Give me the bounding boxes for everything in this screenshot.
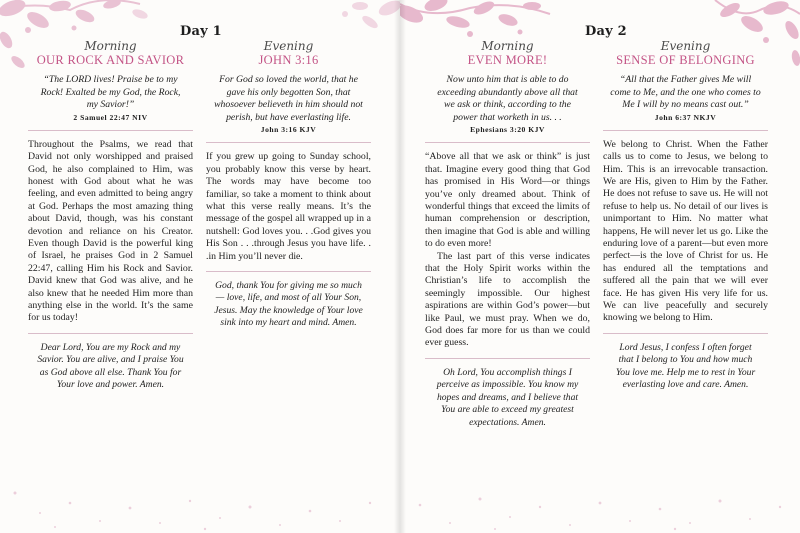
divider: [425, 358, 590, 359]
scripture-reference: 2 Samuel 22:47 NIV: [73, 112, 148, 122]
morning-label: Morning: [481, 39, 534, 53]
devotion-title: JOHN 3:16: [258, 53, 319, 67]
prayer: God, thank You for giving me so much— love, life, and most of all Your Son, Jesus. May the knowledge of Your love sink into my heart and mind. Amen.: [214, 280, 363, 329]
evening-label: Evening: [660, 39, 711, 53]
divider: [28, 130, 193, 131]
divider: [603, 333, 768, 334]
divider: [206, 271, 371, 272]
evening-column: [603, 40, 768, 392]
divider: [206, 142, 371, 143]
book-gutter: [394, 0, 406, 533]
day-heading: Day 2: [585, 24, 627, 39]
devotion-title: SENSE OF BELONGING: [616, 53, 755, 67]
scripture-verse: “All that the Father gives Me will come to Me, and the one who comes to Me I will by no means cast out.”: [610, 74, 761, 111]
scripture-reference: John 3:16 KJV: [260, 125, 317, 135]
evening-label: Evening: [263, 39, 314, 53]
right-page: [400, 0, 800, 533]
body-paragraph: We belong to Christ. When the Father calls us to come to Jesus, we belong to Him. This is an irrevocable transaction. We are His, given to Him by the Father. He does not refuse to save us. He will not refuse to help us. No detail of our lives is unimportant to Him. No matter what happens, He will never let us go. Like the enduring love of a parent—but even more perfect—is the love of Christ for us. He has endured all the temptations and suffered all the pain that we will ever face. He has given His very life for us. We can live peacefully and securely knowing we belong to Him.: [603, 138, 768, 324]
scripture-reference: Ephesians 3:20 KJV: [470, 125, 545, 135]
divider: [603, 130, 768, 131]
devotion-title: OUR ROCK AND SAVIOR: [36, 53, 185, 67]
divider: [28, 333, 193, 334]
devotion-body: [603, 139, 768, 325]
devotion-body: [206, 151, 371, 263]
morning-label: Morning: [84, 39, 137, 53]
devotion-body: [28, 139, 193, 325]
body-paragraph: Throughout the Psalms, we read that David not only worshipped and praised God, he also complained to Him, was honest with God about what he was feeling, and even admitted to being angry at God. Perhaps the most amazing thing about David, though, was his constant devotion and reliance on his Creator. Even though David is the powerful king of Israel, he praises God in 2 Samuel 22:47, calling Him his Rock and Savior. David knew that God was alive, and he also knew that he needed Him more than anything else in the world. It’s the same for us today!: [28, 138, 193, 324]
scripture-verse: Now unto him that is able to do exceeding abundantly above all that we ask or think, according to the power that worketh in us. . .: [437, 74, 578, 123]
morning-column: [28, 40, 193, 392]
prayer: Lord Jesus, I confess I often forget that I belong to You and how much You love me. Help me to rest in Your everlasting love and care. Amen.: [615, 341, 756, 391]
body-paragraph: The last part of this verse indicates that the Holy Spirit works within the Christian’s life to accomplish the seemingly impossible. Our highest aspirations are within God’s power—but like Paul, we must pray. When we do, God does far more for us than we could ever guess.: [425, 250, 590, 349]
prayer: Oh Lord, You accomplish things I perceive as impossible. You know my hopes and dreams, and I believe that You are able to exceed my greatest expectations. Amen.: [436, 366, 579, 428]
morning-column: [425, 40, 590, 429]
body-paragraph: “Above all that we ask or think” is just that. Imagine every good thing that God has promised in His Word—or things you’ve only dreamed about. Think of wonderful things that exceed the limits of human comprehension or description, then imagine that God is able and willing to do even more!: [425, 151, 590, 250]
scripture-reference: John 6:37 NKJV: [654, 112, 717, 122]
devotion-body: [425, 151, 590, 350]
scripture-verse: “The LORD lives! Praise be to my Rock! Exalted be my God, the Rock, my Savior!”: [40, 74, 181, 111]
speckle-decoration: [400, 463, 800, 533]
body-paragraph: If you grew up going to Sunday school, you probably know this verse by heart. The words may have become too familiar, so take a moment to think about what this verse really means. It’s the message of the gospel all wrapped up in a nutshell: God loves you. . .God gives you His Son . . .through Jesus you have life. . .in Him you’ll never die.: [206, 151, 371, 262]
evening-column: [206, 40, 371, 330]
day-heading: Day 1: [180, 24, 222, 39]
devotion-title: EVEN MORE!: [467, 53, 548, 67]
divider: [425, 142, 590, 143]
speckle-decoration: [0, 463, 400, 533]
prayer: Dear Lord, You are my Rock and my Savior. You are alive, and I praise You as God above all else. Thank You for Your love and power. Amen.: [37, 341, 184, 391]
scripture-verse: For God so loved the world, that he gave his only begotten Son, that whosoever believeth in him should not perish, but have everlasting life.: [214, 74, 363, 123]
